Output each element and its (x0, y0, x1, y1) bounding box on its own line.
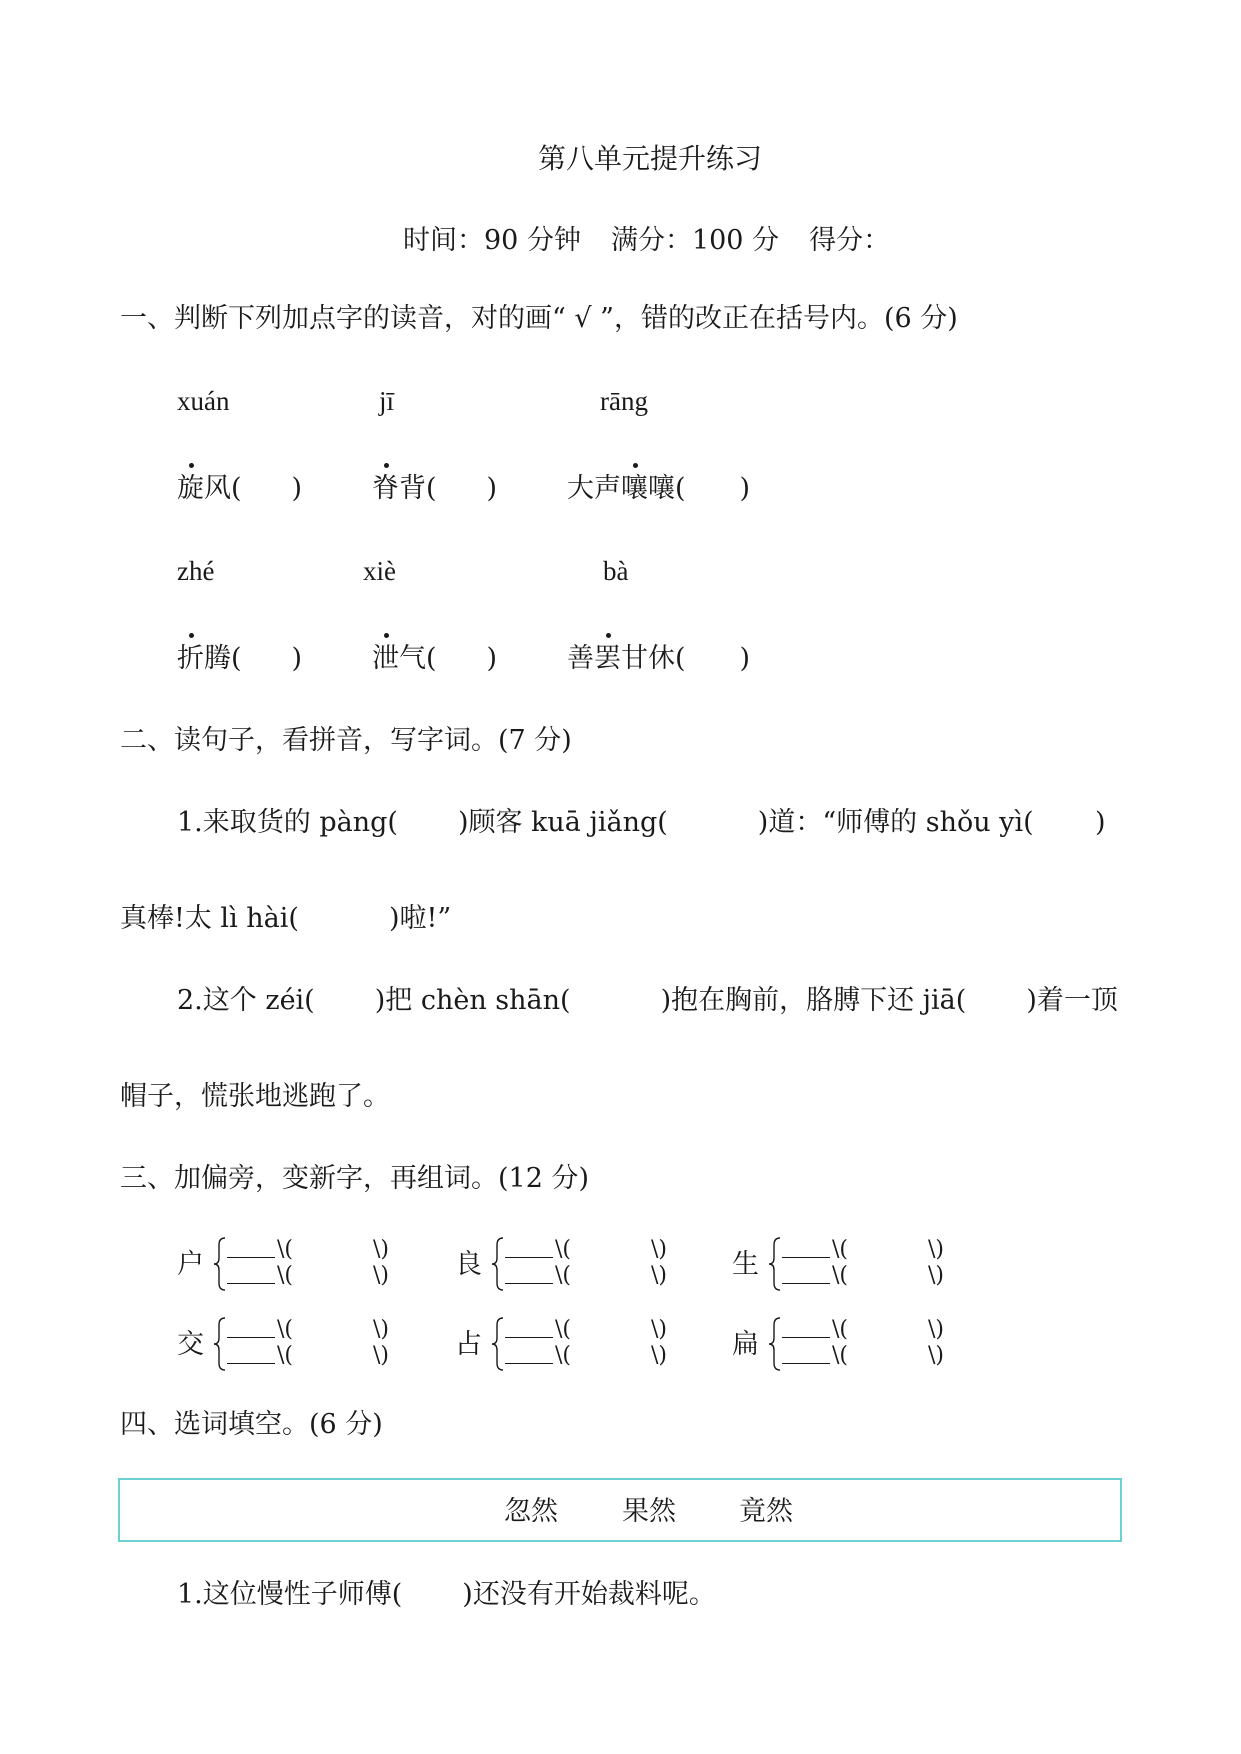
open-paren: \( (277, 1343, 293, 1368)
close-paren: ) (486, 643, 498, 674)
radical-item (177, 1236, 397, 1292)
word-text: 甘休( (621, 643, 686, 674)
close-paren: \) (373, 1317, 389, 1342)
section-1-heading: 一、判断下列加点字的读音，对的画“ √ ”，错的改正在括号内。(6 分) (120, 303, 958, 334)
score-info: 得分： (809, 225, 891, 256)
blank-line (782, 1363, 830, 1364)
dotted-char: 泄 (372, 643, 399, 674)
q-text: )把 chèn shān( (374, 985, 571, 1016)
pinyin-3: rāng (600, 386, 648, 416)
word-text: 善 (567, 643, 594, 674)
close-paren: \) (651, 1237, 667, 1262)
pinyin-5: xiè (363, 556, 396, 586)
section-3-heading: 三、加偏旁，变新字，再组词。(12 分) (120, 1163, 590, 1194)
section-2-heading: 二、读句子，看拼音，写字词。(7 分) (120, 725, 572, 756)
q-text: )着一顶 (1026, 985, 1118, 1016)
base-char: 扁 (732, 1329, 759, 1360)
q-text: 真棒!太 lì hài( (120, 903, 299, 934)
blank-line (782, 1283, 830, 1284)
blank-line (505, 1257, 553, 1258)
page-title: 第八单元提升练习 (537, 142, 762, 175)
word-item (372, 642, 497, 676)
word-item (372, 472, 497, 506)
q-text: )道：“师傅的 shǒu yì( (757, 807, 1034, 838)
close-paren: \) (373, 1343, 389, 1368)
section-4-heading: 四、选词填空。(6 分) (120, 1409, 383, 1440)
word-item (567, 472, 750, 506)
radical-item (455, 1236, 675, 1292)
exam-info (403, 218, 890, 257)
full-score-info: 满分：100 分 (610, 225, 780, 256)
word-text: 风( (204, 473, 242, 504)
close-paren: \) (373, 1237, 389, 1262)
base-char: 占 (455, 1329, 482, 1360)
radical-item (732, 1316, 952, 1372)
open-paren: \( (832, 1317, 848, 1342)
radical-item (177, 1316, 397, 1372)
open-paren: \( (277, 1263, 293, 1288)
dotted-char: 旋 (177, 473, 204, 504)
option-word: 忽然 (504, 1496, 558, 1527)
close-paren: \) (651, 1343, 667, 1368)
pinyin-6: bà (603, 556, 629, 586)
question-4-1 (177, 1578, 716, 1612)
option-word: 竟然 (739, 1496, 793, 1527)
pinyin-4: zhé (177, 556, 215, 586)
close-paren: \) (928, 1343, 944, 1368)
blank-line (227, 1257, 275, 1258)
open-paren: \( (277, 1237, 293, 1262)
close-paren: ) (486, 473, 498, 504)
q-text: )顾客 kuā jiǎng( (457, 807, 668, 838)
q-text: )啦!” (388, 903, 452, 934)
question-2-1-line2 (120, 902, 451, 936)
blank-line (227, 1363, 275, 1364)
close-paren: ) (739, 473, 751, 504)
q-text: 1.这位慢性子师傅( (177, 1579, 403, 1610)
base-char: 良 (455, 1249, 482, 1280)
base-char: 生 (732, 1249, 759, 1280)
blank-line (227, 1283, 275, 1284)
question-2-2-line2: 帽子，慌张地逃跑了。 (120, 1081, 390, 1112)
word-item (177, 472, 302, 506)
close-paren: \) (928, 1317, 944, 1342)
q-text: )抱在胸前，胳膊下还 jiā( (660, 985, 967, 1016)
open-paren: \( (277, 1317, 293, 1342)
pinyin-2: jī (379, 386, 395, 416)
close-paren: \) (373, 1263, 389, 1288)
dotted-char: 脊 (372, 473, 399, 504)
word-item (567, 642, 750, 676)
q-text: 1.来取货的 pàng( (177, 807, 398, 838)
pinyin-1: xuán (177, 386, 230, 416)
word-text: 气( (399, 643, 437, 674)
open-paren: \( (832, 1263, 848, 1288)
blank-line (227, 1337, 275, 1338)
q-text: 2.这个 zéi( (177, 985, 315, 1016)
open-paren: \( (555, 1237, 571, 1262)
close-paren: \) (928, 1263, 944, 1288)
q-text: )还没有开始裁料呢。 (462, 1579, 716, 1610)
close-paren: ) (291, 643, 303, 674)
open-paren: \( (555, 1317, 571, 1342)
blank-line (505, 1283, 553, 1284)
close-paren: ) (291, 473, 303, 504)
dotted-char: 罢 (594, 643, 621, 674)
close-paren: \) (651, 1317, 667, 1342)
dotted-char: 折 (177, 643, 204, 674)
time-info: 时间：90 分钟 (403, 225, 581, 256)
word-text: 腾( (204, 643, 242, 674)
blank-line (782, 1257, 830, 1258)
open-paren: \( (832, 1237, 848, 1262)
close-paren: ) (739, 643, 751, 674)
base-char: 交 (177, 1329, 204, 1360)
radical-item (732, 1236, 952, 1292)
blank-line (505, 1363, 553, 1364)
radical-item (455, 1316, 675, 1372)
word-item (177, 642, 302, 676)
open-paren: \( (832, 1343, 848, 1368)
close-paren: \) (928, 1237, 944, 1262)
blank-line (505, 1337, 553, 1338)
close-paren: \) (651, 1263, 667, 1288)
option-word: 果然 (622, 1496, 676, 1527)
word-text: 嚷( (648, 473, 686, 504)
word-text: 背( (399, 473, 437, 504)
open-paren: \( (555, 1343, 571, 1368)
question-2-2-line1 (177, 984, 1118, 1018)
question-2-1-line1 (177, 806, 1034, 840)
close-paren: ) (1095, 807, 1106, 838)
word-text: 大声 (567, 473, 621, 504)
blank-line (782, 1337, 830, 1338)
base-char: 户 (177, 1249, 204, 1280)
open-paren: \( (555, 1263, 571, 1288)
word-options-box (118, 1478, 1122, 1542)
dotted-char: 嚷 (621, 473, 648, 504)
